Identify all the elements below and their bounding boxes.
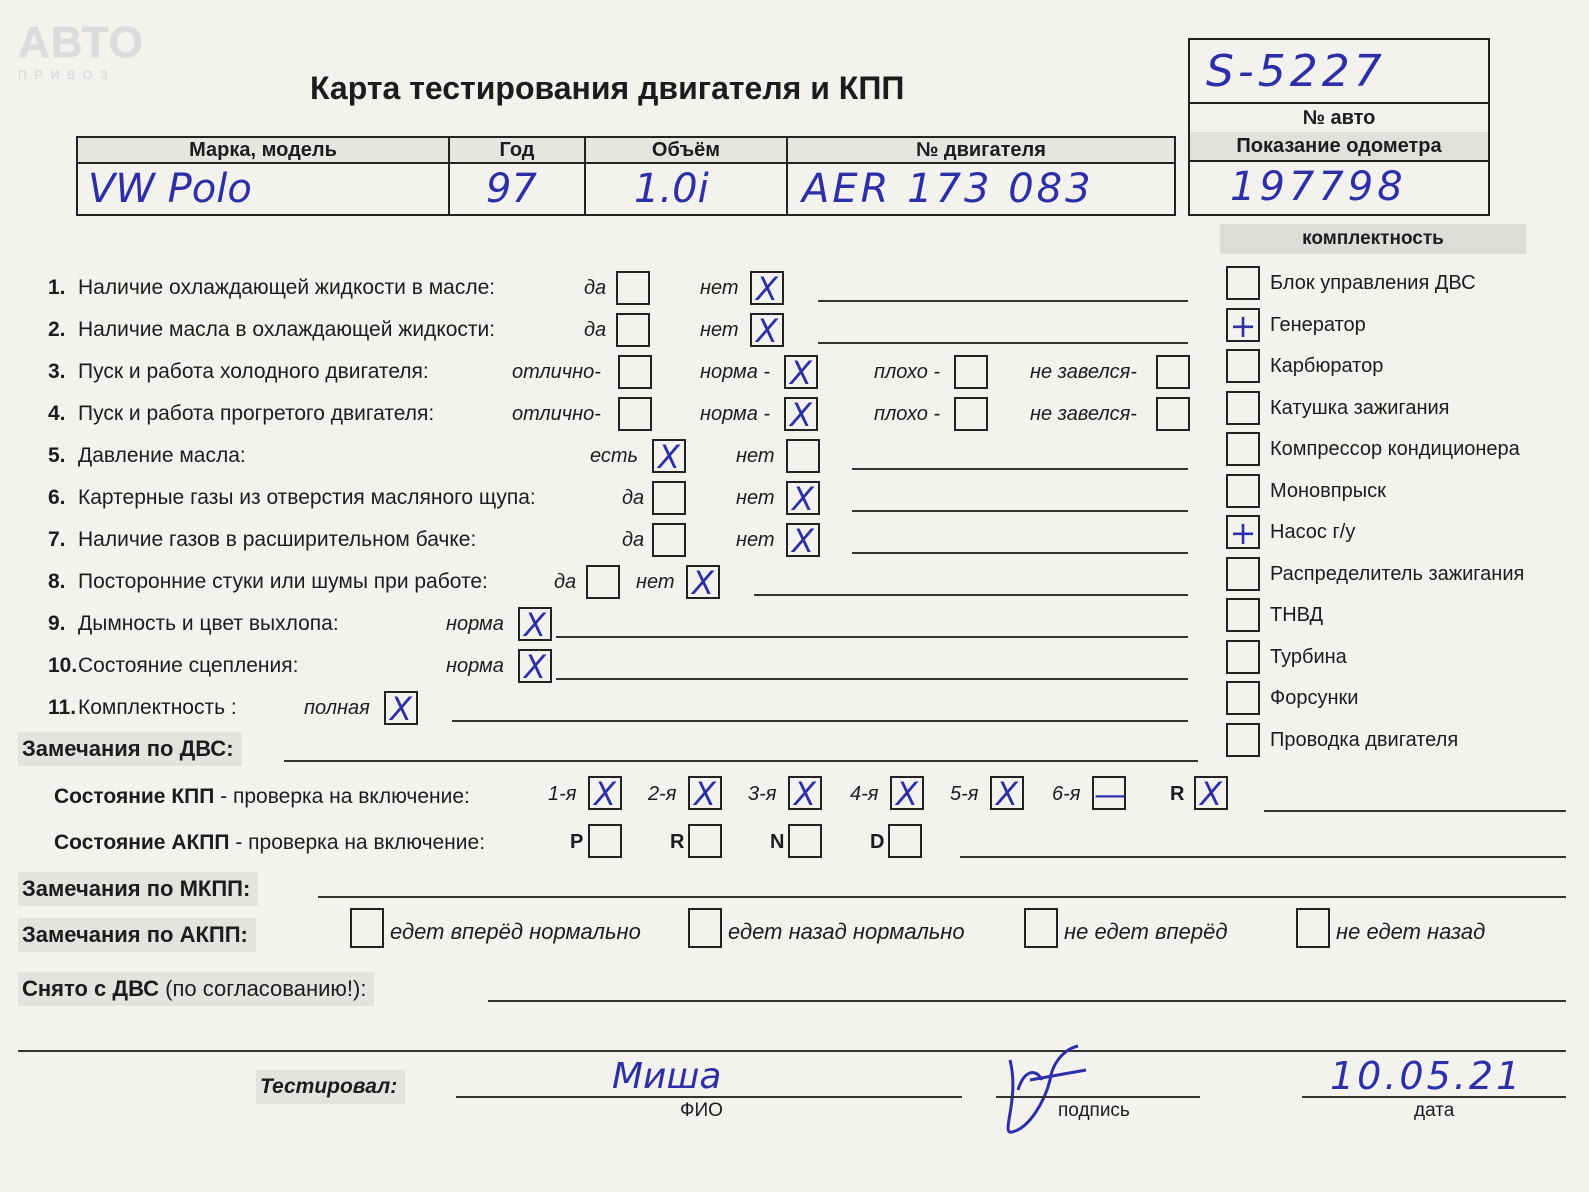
check-label: Давление масла:	[78, 444, 246, 467]
check-11-notes-line[interactable]	[452, 720, 1188, 722]
check-10-option-label: норма	[446, 655, 504, 677]
check-8-option-checkbox[interactable]	[586, 565, 620, 599]
remarks-mkpp-line[interactable]	[318, 896, 1566, 898]
kpp-gear-checkbox-mark: X	[694, 775, 716, 813]
check-6-option-checkbox[interactable]	[786, 480, 820, 518]
kpp-gear-checkbox-mark: X	[996, 775, 1018, 813]
check-label: Дымность и цвет выхлопа:	[78, 612, 339, 635]
check-label: Наличие масла в охлаждающей жидкости:	[78, 318, 496, 341]
kpp-gear-checkbox-mark: X	[896, 775, 918, 813]
check-4-option-checkbox-mark: X	[790, 396, 812, 434]
volume-cell	[586, 138, 788, 214]
check-3-option-label: норма -	[700, 361, 771, 383]
check-6-option-checkbox-mark: X	[792, 480, 814, 518]
check-10-option-checkbox[interactable]	[518, 648, 552, 686]
avtoprivoz-logo	[14, 16, 152, 82]
check-2-option-checkbox[interactable]	[750, 312, 784, 350]
check-7-notes-line[interactable]	[852, 552, 1188, 554]
kompl-item-label: ТНВД	[1270, 604, 1324, 626]
akpp-gear-label: P	[570, 831, 584, 853]
check-row-7	[48, 522, 476, 558]
kompl-item-label: Форсунки	[1270, 687, 1359, 709]
kompl-checkbox[interactable]	[1226, 391, 1260, 425]
kpp-gear-checkbox[interactable]	[890, 775, 924, 813]
fio-line[interactable]	[456, 1096, 962, 1098]
check-label: Комплектность :	[78, 696, 237, 719]
year-cell	[450, 138, 586, 214]
volume-value: 1.0i	[634, 166, 709, 212]
check-row-5	[48, 438, 246, 474]
check-number: 10.	[48, 654, 78, 677]
check-11-option-checkbox-mark: X	[390, 690, 412, 728]
kompl-checkbox[interactable]	[1226, 474, 1260, 508]
date-line[interactable]	[1302, 1096, 1566, 1098]
check-5-notes-line[interactable]	[852, 468, 1188, 470]
removed-line[interactable]	[488, 1000, 1566, 1002]
check-row-1	[48, 270, 495, 306]
check-1-option-label: да	[584, 277, 607, 299]
akpp-label	[54, 828, 485, 858]
kompl-item-label: Проводка двигателя	[1270, 728, 1459, 751]
logo-subtext: ПРИВОЗ	[18, 68, 116, 82]
check-9-option-checkbox[interactable]	[518, 606, 552, 644]
akpp-line[interactable]	[960, 856, 1566, 858]
check-8-notes-line[interactable]	[754, 594, 1188, 596]
removed-line-2[interactable]	[18, 1050, 1566, 1052]
akpp-gear-checkbox[interactable]	[788, 824, 822, 858]
removed-label	[18, 972, 374, 1006]
kpp-gear-checkbox[interactable]	[1092, 775, 1126, 813]
kompl-checkbox[interactable]	[1226, 349, 1260, 383]
kpp-gear-label: R	[1170, 783, 1185, 805]
kompl-item-label: Генератор	[1270, 313, 1366, 336]
check-number: 5.	[48, 444, 66, 467]
check-row-11	[48, 690, 237, 726]
kpp-gear-checkbox-mark: X	[794, 775, 816, 813]
akpp-remark-option-label: едет назад нормально	[728, 919, 965, 944]
page-title: Карта тестирования двигателя и КПП	[310, 70, 905, 106]
check-number: 4.	[48, 402, 66, 425]
odometer-value: 197798	[1230, 164, 1407, 210]
akpp-remark-checkbox[interactable]	[1296, 908, 1330, 948]
check-4-option-checkbox[interactable]	[784, 396, 818, 434]
check-number: 2.	[48, 318, 66, 341]
signature-caption: подпись	[1058, 1100, 1130, 1121]
check-9-notes-line[interactable]	[556, 636, 1188, 638]
check-1-option-checkbox-mark: X	[756, 270, 778, 308]
check-number: 9.	[48, 612, 66, 635]
check-1-option-checkbox[interactable]	[616, 271, 650, 305]
kompl-item-label: Блок управления ДВС	[1270, 272, 1476, 294]
check-5-option-checkbox-mark: X	[658, 438, 680, 476]
kompl-checkbox[interactable]	[1226, 640, 1260, 674]
kpp-gear-label: 6-я	[1052, 783, 1081, 805]
kompl-item-label: Компрессор кондиционера	[1270, 438, 1520, 460]
date-value: 10.05.21	[1330, 1054, 1524, 1098]
check-6-option-label: нет	[736, 487, 775, 509]
akpp-remark-checkbox[interactable]	[350, 908, 384, 948]
check-4-option-label: не завелся-	[1030, 403, 1137, 425]
check-3-option-checkbox[interactable]	[1156, 355, 1190, 389]
check-2-notes-line[interactable]	[818, 342, 1188, 344]
kompl-checkbox-mark: +	[1229, 306, 1257, 345]
kpp-gear-checkbox[interactable]	[1194, 775, 1228, 813]
akpp-gear-label: D	[870, 831, 885, 853]
make-label: Марка, модель	[78, 138, 448, 164]
check-row-8	[48, 564, 488, 600]
kpp-gear-checkbox[interactable]	[688, 775, 722, 813]
check-label: Состояние сцепления:	[78, 654, 299, 677]
kpp-gear-checkbox[interactable]	[588, 775, 622, 813]
signature-image	[990, 1040, 1110, 1140]
akpp-remark-option-label: не едет назад	[1336, 919, 1486, 944]
year-value: 97	[486, 166, 537, 212]
year-label: Год	[450, 138, 584, 164]
check-4-option-checkbox[interactable]	[618, 397, 652, 431]
kpp-gear-label: 4-я	[850, 783, 879, 805]
logo-text: АВТО	[18, 18, 144, 67]
kpp-gear-checkbox-mark: X	[1200, 775, 1222, 813]
odometer-label: Показание одометра	[1190, 132, 1488, 162]
check-label: Наличие охлаждающей жидкости в масле:	[78, 276, 496, 299]
check-3-option-label: плохо -	[874, 361, 941, 383]
check-10-notes-line[interactable]	[556, 678, 1188, 680]
kompl-item-label: Катушка зажигания	[1270, 396, 1450, 419]
check-label: Пуск и работа холодного двигателя:	[78, 360, 429, 383]
akpp-gear-label: R	[670, 831, 685, 853]
check-row-9	[48, 606, 339, 642]
kpp-gear-checkbox-mark: X	[594, 775, 616, 813]
volume-label: Объём	[586, 138, 786, 164]
check-3-option-checkbox[interactable]	[784, 354, 818, 392]
check-5-option-checkbox[interactable]	[786, 439, 820, 473]
kompl-checkbox[interactable]	[1226, 432, 1260, 466]
akpp-label-rest: - проверка на включение:	[229, 831, 486, 854]
check-row-3	[48, 354, 429, 390]
engine-number-value: AER 173 083	[802, 166, 1094, 212]
check-6-option-label: да	[622, 487, 645, 509]
kompl-item-label: Карбюратор	[1270, 355, 1384, 377]
check-number: 7.	[48, 528, 66, 551]
check-1-notes-line[interactable]	[818, 300, 1188, 302]
kompl-checkbox-mark: +	[1229, 514, 1257, 552]
check-1-option-checkbox[interactable]	[750, 270, 784, 308]
check-5-option-label: нет	[736, 445, 775, 467]
check-7-option-label: нет	[736, 529, 775, 551]
check-5-option-label: есть	[590, 445, 639, 467]
akpp-remark-option-label: едет вперёд нормально	[390, 919, 641, 944]
check-number: 1.	[48, 276, 66, 299]
check-8-option-checkbox-mark: X	[692, 564, 714, 602]
check-5-option-checkbox[interactable]	[652, 438, 686, 476]
check-7-option-label: да	[622, 529, 645, 551]
kpp-gear-label: 5-я	[950, 783, 979, 805]
check-row-6	[48, 480, 536, 516]
check-9-option-checkbox-mark: X	[524, 606, 546, 644]
kompl-item-label: Моновпрыск	[1270, 479, 1386, 502]
check-6-option-checkbox[interactable]	[652, 481, 686, 515]
check-9-option-label: норма	[446, 613, 504, 635]
check-row-10	[48, 648, 298, 684]
kpp-gear-checkbox-mark: —	[1094, 775, 1126, 813]
kpp-gear-checkbox[interactable]	[788, 775, 822, 813]
check-2-option-checkbox[interactable]	[616, 313, 650, 347]
tested-label: Тестировал:	[256, 1070, 405, 1104]
remarks-dvs-line[interactable]	[284, 760, 1198, 762]
check-row-2	[48, 312, 495, 348]
engine-number-cell	[788, 138, 1174, 214]
akpp-remark-option-label: не едет вперёд	[1064, 919, 1228, 944]
kompl-checkbox[interactable]	[1226, 266, 1260, 300]
auto-number-box	[1188, 38, 1490, 216]
remarks-mkpp-label: Замечания по МКПП:	[18, 872, 258, 906]
auto-number-value: S-5227	[1206, 46, 1386, 97]
kompl-checkbox[interactable]	[1226, 306, 1260, 345]
check-11-option-label: полная	[304, 697, 370, 719]
akpp-gear-checkbox[interactable]	[888, 824, 922, 858]
make-value: VW Polo	[88, 166, 252, 212]
check-4-option-label: плохо -	[874, 403, 941, 425]
akpp-gear-checkbox[interactable]	[588, 824, 622, 858]
check-1-option-label: нет	[700, 277, 739, 299]
check-3-option-checkbox[interactable]	[618, 355, 652, 389]
check-3-option-checkbox[interactable]	[954, 355, 988, 389]
check-2-option-label: нет	[700, 319, 739, 341]
kompl-checkbox[interactable]	[1226, 514, 1260, 552]
check-3-option-checkbox-mark: X	[790, 354, 812, 392]
check-2-option-label: да	[584, 319, 607, 341]
check-row-4	[48, 396, 434, 432]
kompl-checkbox[interactable]	[1226, 681, 1260, 715]
check-4-option-checkbox[interactable]	[1156, 397, 1190, 431]
auto-number-label: № авто	[1190, 102, 1488, 134]
kompl-heading: комплектность	[1220, 224, 1526, 254]
akpp-remark-checkbox[interactable]	[1024, 908, 1058, 948]
kpp-gear-label: 1-я	[548, 783, 577, 805]
check-11-option-checkbox[interactable]	[384, 690, 418, 728]
check-number: 6.	[48, 486, 66, 509]
check-label: Картерные газы из отверстия масляного щупа:	[78, 486, 536, 509]
kompl-checkbox[interactable]	[1226, 598, 1260, 632]
check-3-option-label: не завелся-	[1030, 361, 1137, 383]
removed-label-bold: Снято с ДВС	[22, 976, 160, 1001]
vehicle-header-table	[76, 136, 1176, 216]
check-7-option-checkbox-mark: X	[792, 522, 814, 560]
kpp-gear-label: 2-я	[648, 783, 677, 805]
kompl-item-label: Турбина	[1270, 645, 1347, 668]
check-number: 8.	[48, 570, 66, 593]
check-7-option-checkbox[interactable]	[786, 522, 820, 560]
kpp-label-rest: - проверка на включение:	[214, 785, 470, 808]
check-label: Наличие газов в расширительном бачке:	[78, 528, 477, 551]
date-caption: дата	[1414, 1100, 1455, 1121]
check-8-option-label: да	[554, 571, 577, 593]
akpp-gear-checkbox[interactable]	[688, 824, 722, 858]
check-8-option-label: нет	[636, 571, 675, 593]
kompl-checkbox[interactable]	[1226, 723, 1260, 757]
check-7-option-checkbox[interactable]	[652, 523, 686, 557]
check-number: 11.	[48, 696, 77, 719]
engine-number-label: № двигателя	[788, 138, 1174, 164]
akpp-remark-checkbox[interactable]	[688, 908, 722, 948]
check-number: 3.	[48, 360, 66, 383]
kompl-item-label: Распределитель зажигания	[1270, 562, 1525, 585]
akpp-gear-label: N	[770, 831, 785, 853]
kompl-checkbox[interactable]	[1226, 557, 1260, 591]
check-label: Посторонние стуки или шумы при работе:	[78, 570, 488, 593]
check-10-option-checkbox-mark: X	[524, 648, 546, 686]
kompl-item-label: Насос г/у	[1270, 521, 1356, 543]
check-3-option-label: отлично-	[512, 361, 601, 383]
check-label: Пуск и работа прогретого двигателя:	[78, 402, 435, 425]
kpp-label-bold: Состояние КПП	[54, 785, 215, 808]
check-4-option-checkbox[interactable]	[954, 397, 988, 431]
fio-caption: ФИО	[680, 1100, 723, 1121]
kpp-gear-label: 3-я	[748, 783, 777, 805]
check-4-option-label: отлично-	[512, 403, 601, 425]
check-2-option-checkbox-mark: X	[756, 312, 778, 350]
kpp-label	[54, 782, 470, 812]
akpp-label-bold: Состояние АКПП	[54, 831, 230, 854]
check-8-option-checkbox[interactable]	[686, 564, 720, 602]
make-cell	[78, 138, 450, 214]
signature-line[interactable]	[996, 1096, 1200, 1098]
kpp-gear-checkbox[interactable]	[990, 775, 1024, 813]
remarks-akpp-label: Замечания по АКПП:	[18, 918, 256, 952]
removed-label-rest: (по согласованию!):	[159, 976, 367, 1001]
remarks-dvs-label: Замечания по ДВС:	[18, 732, 242, 766]
check-6-notes-line[interactable]	[852, 510, 1188, 512]
check-4-option-label: норма -	[700, 403, 771, 425]
fio-value: Миша	[612, 1056, 722, 1097]
kpp-line[interactable]	[1264, 810, 1566, 812]
